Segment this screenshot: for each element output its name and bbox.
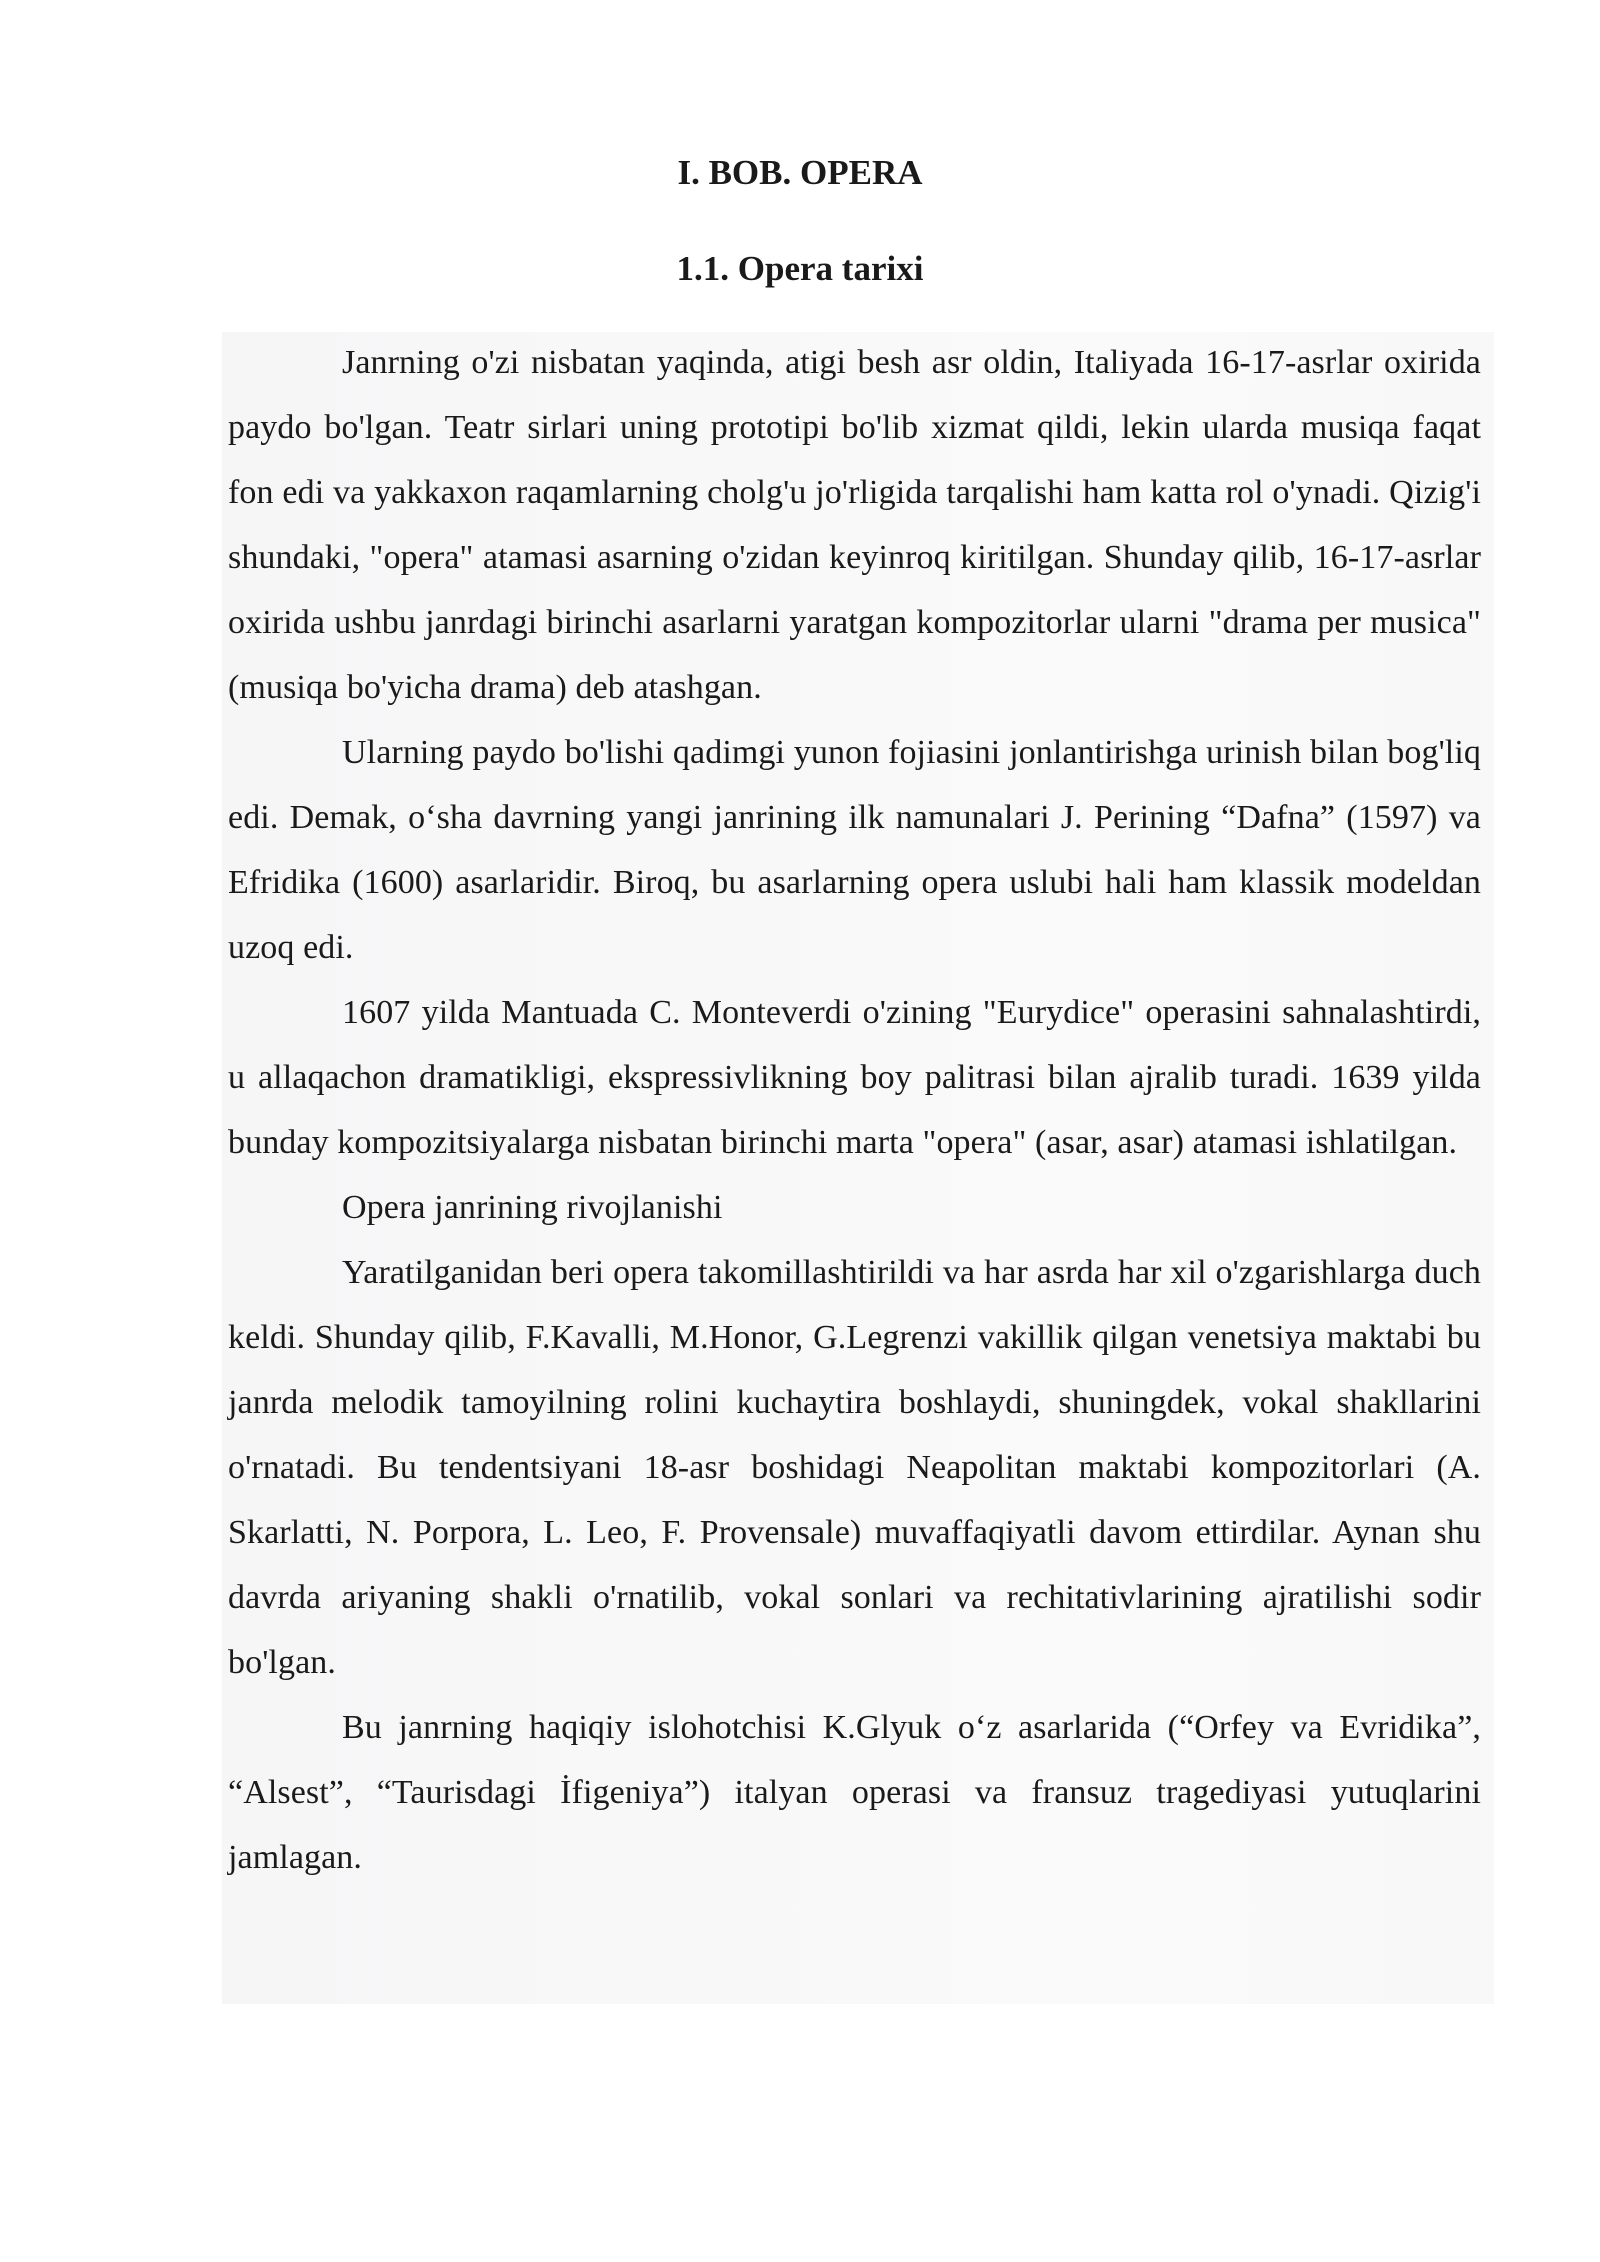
paragraph-2: Ularning paydo bo'lishi qadimgi yunon fojiasini jonlantirishga urinish bilan bog'liq edi. Demak, o‘sha davrning yangi janrining ilk namunalari J. Perining “Dafna” (1597) va Efridika (1600) asarlaridir. Biroq, bu asarlarning opera uslubi hali ham klassik modeldan uzoq edi. — [228, 734, 1481, 966]
paragraph-5: Yaratilganidan beri opera takomillashtirildi va har asrda har xil o'zgarishlarga duch keldi. Shunday qilib, F.Kavalli, M.Honor, G.Legrenzi vakillik qilgan venetsiya maktabi bu janrda melodik tamoyilning rolini kuchaytira boshlaydi, shuningdek, vokal shakllarini o'rnatadi. Bu tendentsiyani 18-asr boshidagi Neapolitan maktabi kompozitorlari (A. Skarlatti, N. Porpora, L. Leo, F. Provensale) muvaffaqiyatli davom ettirdilar. Aynan shu davrda ariyaning shakli o'rnatilib, vokal sonlari va rechitativlarining ajratilishi sodir bo'lgan. — [228, 1254, 1481, 1681]
paragraph-6: Bu janrning haqiqiy islohotchisi K.Glyuk o‘z asarlarida (“Orfey va Evridika”, “Alsest”, “Taurisdagi İfigeniya”) italyan operasi va fransuz tragediyasi yutuqlarini jamlagan. — [228, 1709, 1481, 1876]
section-title: 1.1. Opera tarixi — [676, 249, 924, 288]
chapter-title: I. BOB. OPERA — [677, 153, 923, 192]
paragraph-1: Janrning o'zi nisbatan yaqinda, atigi besh asr oldin, Italiyada 16-17-asrlar oxirida paydo bo'lgan. Teatr sirlari uning prototipi bo'lib xizmat qildi, lekin ularda musiqa faqat fon edi va yakkaxon raqamlarning cholg'u jo'rligida tarqalishi ham katta rol o'ynadi. Qizig'i shundaki, "opera" atamasi asarning o'zidan keyinroq kiritilgan. Shunday qilib, 16-17-asrlar oxirida ushbu janrdagi birinchi asarlarni yaratgan kompozitorlar ularni "drama per musica" (musiqa bo'yicha drama) deb atashgan. — [228, 344, 1481, 706]
paragraph-3: 1607 yilda Mantuada C. Monteverdi o'zining "Eurydice" operasini sahnalashtirdi, u allaqachon dramatikligi, ekspressivlikning boy palitrasi bilan ajralib turadi. 1639 yilda bunday kompozitsiyalarga nisbatan birinchi marta "opera" (asar, asar) atamasi ishlatilgan. — [228, 994, 1481, 1161]
subheading-paragraph: Opera janrining rivojlanishi — [342, 1189, 723, 1226]
body-text — [228, 330, 1481, 1890]
